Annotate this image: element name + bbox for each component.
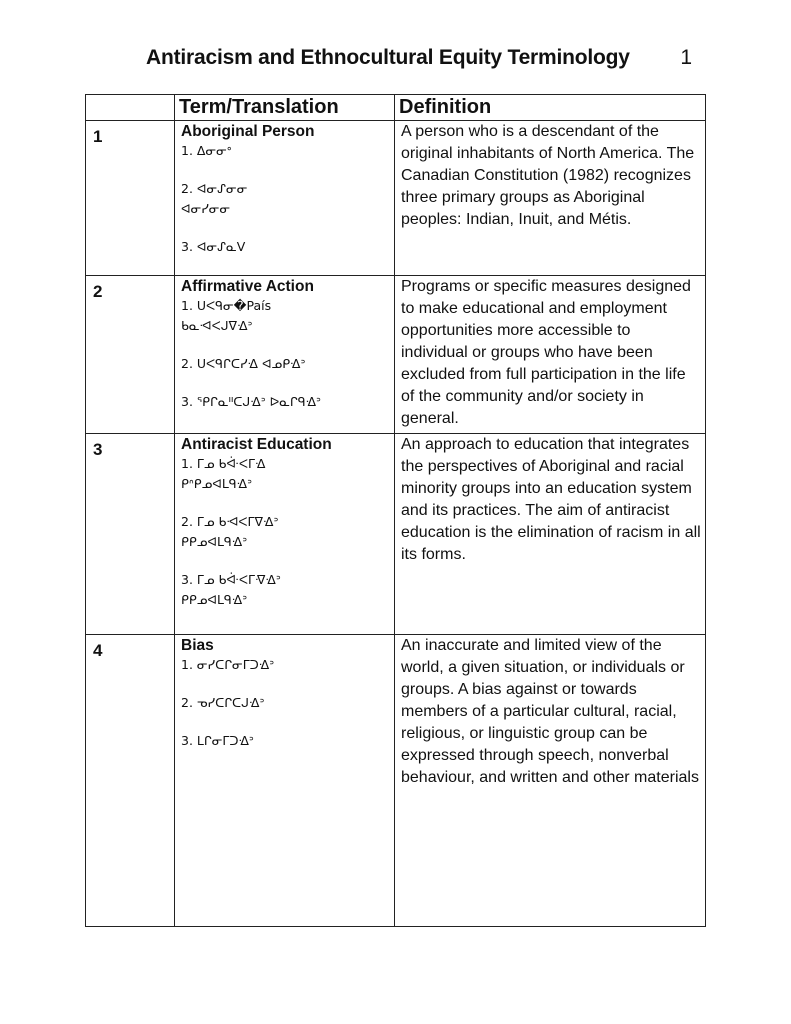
page-title: Antiracism and Ethnocultural Equity Terminology xyxy=(146,46,630,69)
term-name: Bias xyxy=(181,636,214,654)
translation-line: 1. ᒥᓄ ᑲᐚᐸᒥᐎ xyxy=(181,456,266,472)
definition-text: Programs or specific measures designed to make educational and employment opportunities more accessible to individual or groups who have been excluded from full participation in the life of the community and/or society in general. xyxy=(395,276,706,434)
table-row xyxy=(86,434,706,634)
table-row xyxy=(86,276,706,434)
translation-line: 2. ᓀᓯᑕᒋᑕᒍᐎᐣ xyxy=(181,694,265,710)
translation-line: ᑭᑭᓄᐊᒪᑫᐎᐣ xyxy=(181,592,248,608)
translation-line: ᑭᑭᓄᐊᒪᑫᐎᐣ xyxy=(181,534,248,550)
translation-line: 1. ᑌᐸᑫᓂ�País xyxy=(181,298,272,314)
terminology-table xyxy=(85,94,706,927)
translation-line: ᐊᓂᓯᓂᓂ xyxy=(181,201,231,217)
translation-line: ᑲᓇᐗᐸᒍᐁᐎᐣ xyxy=(181,318,253,334)
term-cell xyxy=(175,121,395,276)
row-number: 2 xyxy=(86,276,175,434)
row-number: 4 xyxy=(86,634,175,926)
term-cell xyxy=(175,276,395,434)
translation-line: 1. ᐃᓂᓂᐤ xyxy=(181,143,232,159)
translation-line: 3. ᒥᓄ ᑲᐚᐸᒥᐌᐎᐣ xyxy=(181,572,281,588)
definition-text: An approach to education that integrates the perspectives of Aboriginal and racial minority groups into an education system and its practices. The aim of antiracist education is the elimination of racism in all its forms. xyxy=(395,434,706,634)
table-row xyxy=(86,634,706,926)
term-cell xyxy=(175,634,395,926)
translation-line: 3. ᐊᓂᔑᓇᐯ xyxy=(181,239,246,255)
definition-text: A person who is a descendant of the original inhabitants of North America. The Canadian Constitution (1982) recognizes three primary groups as Aboriginal peoples: Indian, Inuit, and Métis. xyxy=(395,121,706,276)
term-name: Affirmative Action xyxy=(181,278,314,296)
definition-text: An inaccurate and limited view of the world, a given situation, or individuals or groups. A bias against or towards members of a particular cultural, racial, religious, or linguistic group can be expressed through speech, nonverbal behaviour, and written and other materials xyxy=(395,634,706,926)
translation-line: 3. ᒪᒋᓂᒥᑐᐎᐣ xyxy=(181,732,254,748)
header-definition: Definition xyxy=(395,95,706,121)
translation-line: 2. ᐊᓂᔑᓂᓂ xyxy=(181,181,248,197)
term-name: Antiracist Education xyxy=(181,436,332,454)
term-name: Aboriginal Person xyxy=(181,123,315,141)
translation-line: 2. ᒥᓄ ᑲᐗᐸᒥᐁᐎᐣ xyxy=(181,514,279,530)
term-cell xyxy=(175,434,395,634)
header-number xyxy=(86,95,175,121)
translation-line: 3. ᕿᒋᓇᐦᑕᒍᐎᐣ ᐅᓇᒋᑫᐎᐣ xyxy=(181,394,321,410)
table-header-row xyxy=(86,95,706,121)
table-row xyxy=(86,121,706,276)
translation-line: 1. ᓂᓯᑕᒋᓂᒥᑐᐎᐣ xyxy=(181,656,275,672)
translation-line: ᑭᐢᑭᓄᐊᒪᑫᐎᐣ xyxy=(181,476,253,492)
translation-line: 2. ᑌᐸᑫᒋᑕᓯᐎ ᐊᓄᑭᐎᐣ xyxy=(181,356,306,372)
page-number: 1 xyxy=(680,46,692,69)
header-term-translation: Term/Translation xyxy=(175,95,395,121)
row-number: 1 xyxy=(86,121,175,276)
page-header xyxy=(140,46,700,78)
row-number: 3 xyxy=(86,434,175,634)
